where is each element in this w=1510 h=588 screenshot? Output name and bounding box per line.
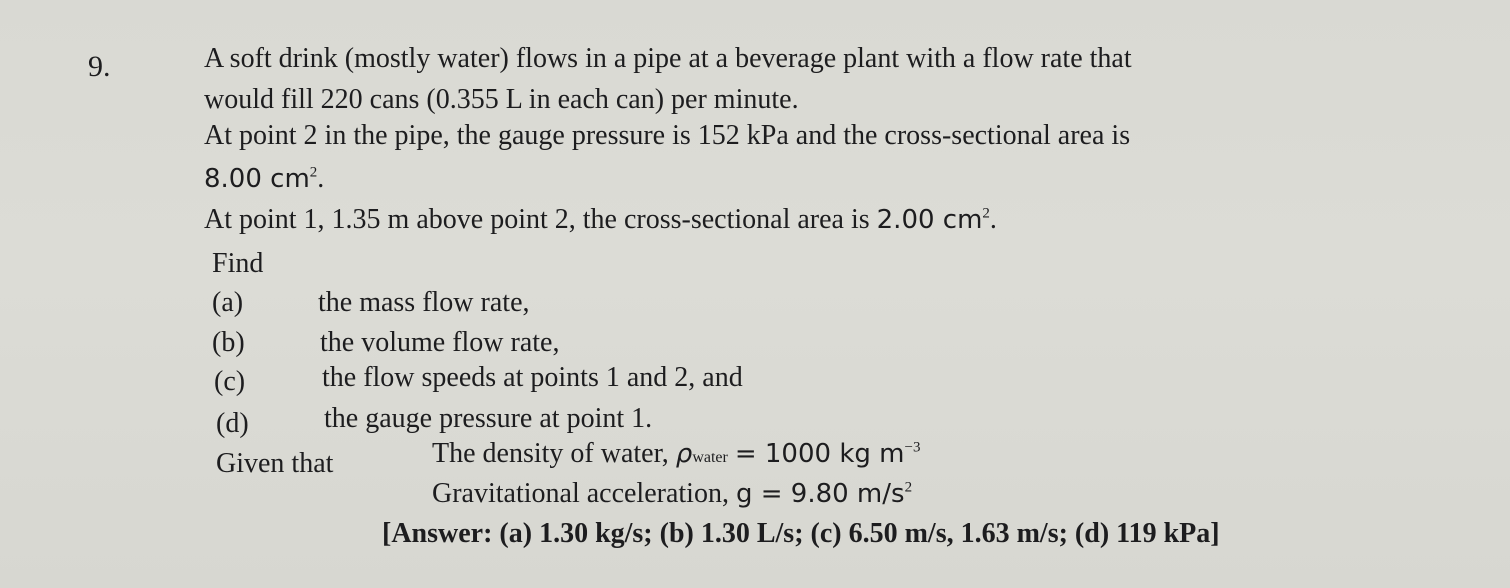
point2-area-period: . [317,163,325,194]
part-c-label: (c) [214,366,246,397]
point2-line-1: At point 2 in the pipe, the gauge pressure is 152 kPa and the cross-sectional area is [204,120,1131,151]
point1-area-exponent: 2 [982,205,990,222]
part-a-label: (a) [212,287,244,318]
point1-line [204,206,997,234]
part-b-text: the volume flow rate, [320,327,560,358]
density-text: The density of water, [432,438,669,469]
find-label: Find [212,248,264,279]
density-value: = 1000 kg m [734,439,905,469]
density-exponent: −3 [904,439,921,456]
point2-area [204,165,324,193]
part-b-label: (b) [212,327,245,358]
intro-line-2: would fill 220 cans (0.355 L in each can) per minute. [204,84,799,115]
point1-area-value: 2.00 cm [876,205,983,235]
answer-line: [Answer: (a) 1.30 kg/s; (b) 1.30 L/s; (c) 6.50 m/s, 1.63 m/s; (d) 119 kPa] [382,518,1220,549]
given-density [432,440,920,468]
point2-area-value: 8.00 cm [204,164,310,194]
density-subscript: water [692,449,728,466]
gravity-text: Gravitational acceleration, [432,478,729,509]
part-a-text: the mass flow rate, [318,287,530,318]
part-d-label: (d) [216,408,249,439]
point1-text: At point 1, 1.35 m above point 2, the cross-sectional area is [204,204,870,235]
given-label: Given that [216,448,334,479]
gravity-exponent: 2 [904,479,913,496]
gravity-value: g = 9.80 m/s [735,479,905,509]
part-c-text: the flow speeds at points 1 and 2, and [322,362,743,393]
point2-area-exponent: 2 [309,164,318,181]
intro-line-1: A soft drink (mostly water) flows in a pipe at a beverage plant with a flow rate that [204,43,1132,74]
given-gravity [432,480,912,508]
density-symbol: ρ [675,439,693,469]
question-number: 9. [88,50,111,83]
point1-area-period: . [989,204,997,235]
part-d-text: the gauge pressure at point 1. [324,403,653,434]
